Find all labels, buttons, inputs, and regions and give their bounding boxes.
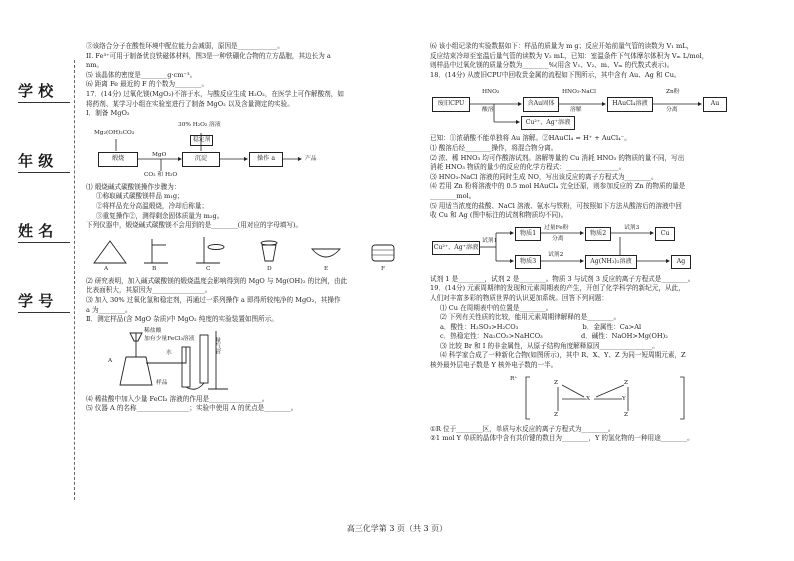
silver-ammonia-box: Ag(NH₃)₂溶液: [585, 255, 637, 269]
substance2-box: 物质2: [585, 227, 611, 241]
text-line: 比表面积大，其原因为________________。: [86, 286, 212, 295]
cu-ag-recovery-flowchart: [430, 223, 775, 273]
text-line: nm。: [86, 61, 104, 70]
option-b: b．金属性：Ca>Al: [582, 322, 642, 331]
apparatus-B: B: [152, 265, 157, 272]
school-label: 学 校: [18, 82, 54, 100]
calcine-box: 煅烧: [98, 152, 138, 167]
text-line: ________mol。: [430, 191, 476, 200]
text-line: ⑵ 浓、稀 HNO₃ 均可作酸溶试剂。溶解等量的 Cu 消耗 HNO₃ 的物质的量不同，写出: [430, 153, 685, 162]
number-label: 学 号: [18, 292, 54, 310]
text-line: ②将样品充分高温煅烧，冷却后称量；: [96, 201, 209, 210]
question-17: 17．(14分) 过氧化镁(MgO₂)不溶于水，与酸反应生成 H₂O₂，在医学上可作解酸剂，如: [86, 89, 344, 98]
text-line: 已知：①浓硝酸不能单独将 Au 溶解。②HAuCl₄ = H⁺ + AuCl₄⁻。: [430, 134, 631, 143]
mgo2-flowchart: [86, 121, 416, 181]
text-line: ②1 mol Y 单质的晶体中含有共价键的数目为________，Y 的氢化物的一种用途________。: [430, 434, 694, 443]
text-line: 将药剂、某学习小组在实验室进行了制备 MgO₂ 以及含量测定的实验。: [86, 99, 294, 108]
section-heading: Ⅰ．制备 MgO₂: [86, 109, 130, 118]
atom-x: X: [586, 395, 591, 402]
water-label: 水: [166, 349, 172, 356]
apparatus-D: D: [267, 265, 272, 272]
stabilizer-label: 稳定剂: [190, 135, 213, 147]
raw-material: Mg₂(OH)₂CO₃: [94, 129, 135, 136]
au-box: Au: [703, 97, 727, 112]
section-heading: Ⅱ．测定样品(含 MgO 杂质)中 MgO₂ 纯度的实验装置如图所示。: [86, 315, 278, 324]
text-line: ⑸ 用适当浓度的盐酸、NaCl 溶液、氨水与铁粉，可按照如下方法从酸溶后的溶液中回: [430, 201, 682, 210]
text-line: ⑶ HNO₃-NaCl 溶液的同时生成 NO，写出该反应的离子方程式为________。: [430, 172, 658, 181]
text-line: ⑸ 仪器 A 的名称________________；实验中使用 A 的优点是________。: [86, 404, 298, 413]
text-line: II. Fe³⁺可用于制备优良铁磁体材料，图3是一种铁硼化合物的立方晶胞，其边长为 a: [86, 51, 331, 60]
cpu-recovery-flowchart: [430, 82, 775, 132]
text-line: ①R 位于________区，单质与水反应的离子方程式为________。: [430, 424, 615, 433]
flowchart-arrows: [86, 121, 416, 181]
hno3-nacl-label: HNO₃-NaCl: [562, 89, 596, 96]
text-line: ③重复操作②，测得剩余固体质量为 m₂g。: [96, 211, 224, 220]
cu-ag-box: Cu²⁺、Ag⁺溶液: [432, 241, 480, 255]
text-line: 则样品中过氧化镁的质量分数为________%(用含 V₁、V₂、m、Vₘ 的代数式表示)。: [430, 61, 674, 70]
text-line: 下列仪器中，煅烧碱式碳酸镁不会用到的是________(用对应的字母填写)。: [86, 221, 303, 230]
structure-bonds: [430, 373, 775, 423]
apparatus-row: [86, 233, 416, 275]
option-row: [430, 323, 775, 333]
substance3-box: 物质3: [515, 255, 541, 269]
text-line: a 为________。: [86, 305, 132, 314]
reagent3-label: 试剂3: [624, 224, 640, 231]
apparatus-E: E: [324, 265, 329, 272]
option-d: d．碱性：NaOH>Mg(OH)₂: [580, 332, 668, 341]
question-19: 19．(14分) 元素周期律的发现和元素周期表的产生，开创了化学科学的新纪元，从此，: [430, 284, 685, 293]
right-column: [430, 42, 775, 444]
atom-z: Z: [624, 411, 629, 418]
cu-box: Cu: [655, 227, 675, 241]
text-line: ⑷ 若用 Zn 粉将溶液中的 0.5 mol HAuCl₄ 完全还原，则参加反应的 Zn 的物质的量是: [430, 182, 686, 191]
apparatus-A: A: [104, 265, 109, 272]
ag-box: Ag: [671, 255, 691, 269]
option-a: a．酸性：H₂SO₃>H₂CO₃: [440, 322, 519, 331]
grade-line: [18, 172, 70, 173]
au-solid-box: 含Au固体: [523, 97, 559, 112]
text-line: ①称取碱式碳酸镁样品 m₁g；: [96, 192, 184, 201]
fecl3-label: 加有少量FeCl₃溶液: [144, 335, 195, 342]
option-c: c．热稳定性：Na₂CO₃>NaHCO₃: [440, 332, 543, 341]
text-line: ⑷ 科学家合成了一种新化合物(如图所示)，其中 R、X、Y、Z 为同一短周期元素，Z: [440, 351, 686, 360]
operation-a-box: 操作 a: [249, 152, 283, 167]
reagent2-label: 试剂2: [548, 251, 564, 258]
product-label: 产品: [305, 155, 317, 162]
sample-label: 样品: [156, 379, 168, 386]
text-line: ⑵ 下列有关性质的比较，能用元素周期律解释的是________。: [440, 313, 621, 322]
grade-label: 年 级: [18, 152, 54, 170]
funnel-label: 稀盐酸: [144, 327, 162, 334]
text-line: ⑷ 稀盐酸中加入少量 FeCl₃ 溶液的作用是________________。: [86, 394, 269, 403]
page-footer: 高三化学第 3 页（共 3 页）: [346, 524, 448, 533]
apparatus-C: C: [206, 265, 211, 272]
text-line: 消耗 HNO₃ 物质的量少的反应的化学方程式：________________。: [430, 163, 626, 172]
gas-label: CO₂ 和 H₂O: [144, 171, 178, 178]
text-line: ⑵ 研究表明，加入碱式碳酸镁的煅烧温度会影响得到的 MgO 与 Mg(OH)₂ 的比例，由此: [86, 276, 348, 285]
atom-z: Z: [554, 411, 559, 418]
apparatus-F: F: [381, 265, 386, 272]
text-line: 核外最外层电子数是 Y 核外电子数的一半。: [430, 361, 558, 370]
text-line: ⑹ 该小组记录的实验数据如下：样品的质量为 m g；反应开始前量气管的读数为 V₁ mL，: [430, 42, 694, 50]
question-18: 18．(14分) 从废旧CPU中回收贵金属的流程如下图所示，其中含有 Au、Ag 和 Cu。: [430, 70, 681, 79]
number-line: [18, 312, 70, 313]
zn-label: Zn粉: [666, 89, 680, 96]
atom-z: Z: [624, 379, 629, 386]
school-line: [18, 102, 70, 103]
compound-structure: [430, 373, 775, 423]
text-line: 试剂 1 是________，试剂 2 是________。物质 3 与试剂 3 反应的离子方程式是________。: [430, 274, 695, 283]
measurement-apparatus: [86, 327, 416, 393]
cpu-box: 废旧CPU: [432, 97, 470, 112]
text-line: 反应结束冷却至室温后量气管的读数为 V₂ mL，已知：室温条件下气体摩尔体积为 Vₘ L/mol，: [430, 51, 709, 60]
text-line: 人们对丰富多彩的物质世界的认识更加系统。回答下列问题：: [430, 293, 609, 302]
precipitate-box: 沉淀: [182, 152, 220, 167]
left-column: [86, 42, 416, 414]
text-line: ⑹ 距离 Fe 最近的 F 的个数为________。: [86, 80, 209, 89]
atom-z: Z: [554, 379, 559, 386]
cu-ag-solution-box: Cu²⁺、Ag⁺溶液: [521, 116, 575, 130]
binding-margin: [8, 60, 75, 500]
haucl4-box: HAuCl₄溶液: [607, 97, 653, 112]
text-line: 收 Cu 和 Ag (图中标注的试剂和物质均不同)。: [430, 211, 568, 220]
separate-label: 分离: [666, 107, 678, 114]
gas-tube-label: 量气管: [213, 336, 220, 355]
option-row: [430, 332, 775, 342]
substance1-box: 物质1: [515, 227, 541, 241]
apparatus-figure: [86, 327, 416, 393]
text-line: ⑸ 该晶体的密度是________g·cm⁻³。: [86, 70, 197, 79]
vessel-A-label: A: [108, 357, 113, 364]
fe-label: 过量Fe粉: [544, 224, 569, 231]
dissolve-label: 溶解: [570, 107, 582, 114]
atom-y: Y: [622, 395, 626, 402]
hno3-label: HNO₃: [482, 89, 500, 96]
text-line: ⑶ 加入 30% 过氧化氢和稳定剂，再通过一系列操作 a 即得所较纯净的 MgO₂，其操作: [86, 295, 341, 304]
text-line: ③该络合分子在酸性环境中配位能力会减弱，原因是____________。: [86, 42, 284, 50]
text-line: ⑴ 酸溶后经________操作，将混合物分离。: [430, 143, 558, 152]
text-line: ⑴ 煅烧碱式碳酸镁操作步骤为：: [86, 182, 181, 191]
mgo-label: MgO: [152, 151, 167, 158]
name-label: 姓 名: [18, 222, 54, 240]
cation-label: R⁺: [510, 375, 518, 382]
text-line: ⑴ Cu 在周期表中的位置是________。: [440, 303, 553, 312]
reagent1-label: 试剂1: [482, 237, 498, 244]
separate-label-2: 分离: [552, 235, 564, 242]
apparatus-drawings: [86, 233, 416, 275]
text-line: ⑶ 比较 Br 和 I 的非金属性，从原子结构角度解释原因________________。: [440, 341, 659, 350]
h2o2-label: 30% H₂O₂ 溶液: [178, 121, 221, 128]
name-line: [18, 242, 70, 243]
acid-dissolve-label: 酸溶: [482, 107, 494, 114]
